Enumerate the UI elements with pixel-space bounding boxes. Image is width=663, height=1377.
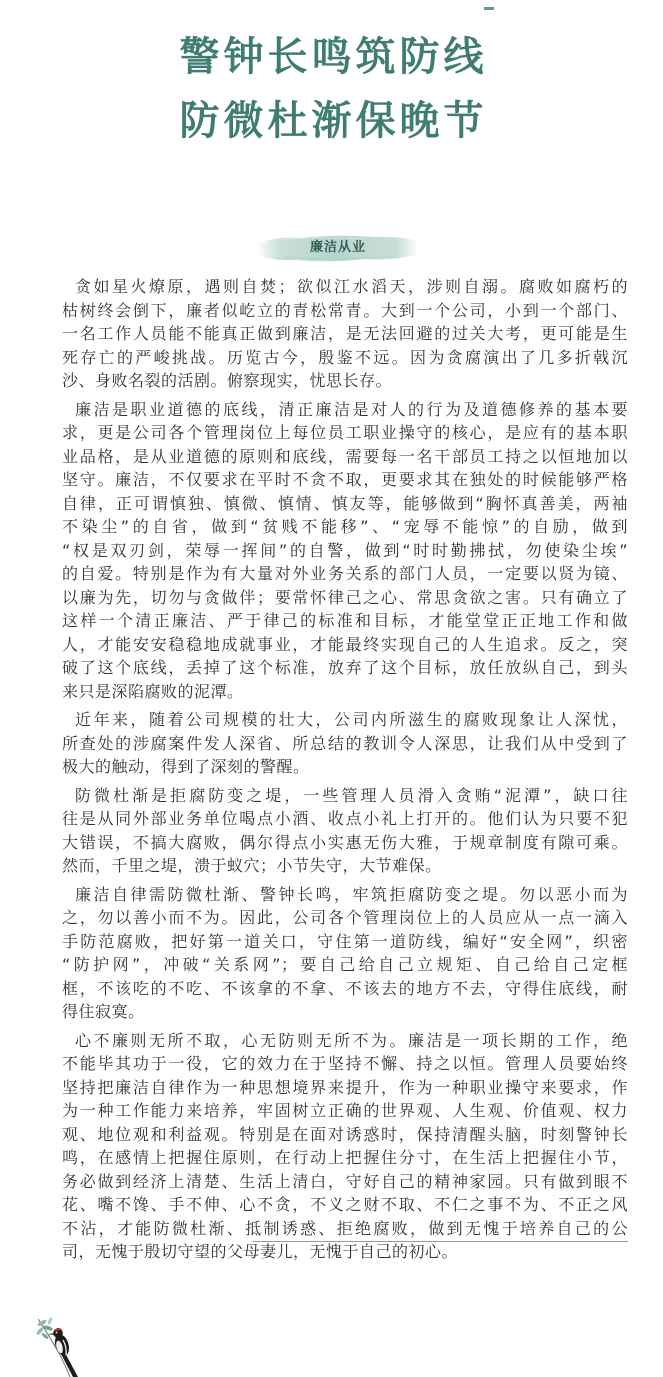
text-line: 枯树终会倒下，廉者似屹立的青松常青。大到一个公司，小到一个部门、: [62, 300, 628, 320]
text-line: 近年来，随着公司规模的壮大，公司内所滋生的腐败现象让人深忧，: [75, 710, 628, 729]
section-label: [255, 230, 421, 266]
text-line: 沙、身败名裂的活剧。俯察现实，忧思长存。: [62, 371, 393, 390]
text-line: 以廉为先，切勿与贪做伴；要常怀律己之心、常思贪欲之害。只有确立了: [62, 587, 628, 607]
text-line: “权是双刃剑，荣辱一挥间”的自警，做到“时时勤拂拭，勿使染尘埃”: [62, 540, 628, 560]
text-line: 的自爱。特别是作为有大量对外业务关系的部门人员，一定要以贤为镜、: [62, 564, 628, 583]
paragraph: [62, 1029, 628, 1264]
text-line: 观、地位观和利益观。特别是在面对诱惑时，保持清醒头脑，时刻警钟长: [62, 1124, 628, 1144]
text-line: 防微杜渐是拒腐防变之堤，一些管理人员滑入贪贿“泥潭”，缺口往: [75, 785, 628, 805]
paragraph: [62, 275, 628, 393]
text-line: 人，才能安安稳稳地成就事业，才能最终实现自己的人生追求。反之，突: [62, 634, 628, 654]
text-line: 这样一个清正廉洁、严于律己的标准和目标，才能堂堂正正地工作和做: [62, 611, 628, 630]
text-line: 极大的触动，得到了深刻的警醒。: [62, 757, 310, 776]
text-line: 大错误，不搞大腐败，偶尔得点小实惠无伤大雅，于规章制度有隙可乘。: [62, 832, 628, 852]
paragraph: [62, 784, 628, 878]
title-line-2: 防微杜渐保晚节: [179, 98, 488, 144]
text-line: 自律，正可谓慎独、慎微、慎情、慎友等，能够做到“胸怀真善美，两袖: [62, 493, 628, 513]
text-line: 坚持把廉洁自律作为一种思想境界来提升，作为一种职业操守来要求，作: [62, 1077, 628, 1097]
text-line: 为一种工作能力来培养，牢固树立正确的世界观、人生观、价值观、权力: [62, 1101, 628, 1120]
bird-on-branch-icon: [30, 1307, 94, 1377]
article-body: [62, 275, 628, 1264]
text-line: 破了这个底线，丢掉了这个标准，放弃了这个目标，放任放纵自己，到头: [62, 658, 628, 677]
text-line: 心不廉则无所不取，心无防则无所不为。廉洁是一项长期的工作，绝: [75, 1030, 628, 1050]
text-line: 死存亡的严峻挑战。历览古今，殷鉴不远。因为贪腐演出了几多折戟沉: [62, 347, 628, 367]
text-line: 花、嘴不馋、手不伸、心不贪，不义之财不取、不仁之事不为、不正之风: [62, 1195, 628, 1214]
text-line: 得住寂寞。: [62, 1002, 145, 1021]
title-line-1: 警钟长鸣筑防线: [179, 34, 488, 80]
text-line: “防护网”，冲破“关系网”；要自己给自己立规矩、自己给自己定框: [62, 955, 628, 974]
text-line: 业品格，是从业道德的原则和底线，需要每一名干部员工持之以恒地加以: [62, 446, 628, 466]
underline-divider: [253, 1241, 628, 1242]
text-line: 不沾，才能防微杜渐、抵制诱惑、拒绝腐败，做到无愧于培养自己的公: [62, 1218, 628, 1238]
text-line: 然而，千里之堤，溃于蚁穴；小节失守，大节难保。: [62, 856, 442, 875]
text-line: 往是从同外部业务单位喝点小酒、收点小礼上打开的。他们认为只要不犯: [62, 809, 628, 828]
text-line: 一名工作人员能不能真正做到廉洁，是无法回避的过关大考，更可能是生: [62, 324, 628, 343]
text-line: 之，勿以善小而不为。因此，公司各个管理岗位上的人员应从一点一滴入: [62, 908, 628, 927]
paragraph: [62, 883, 628, 1024]
text-line: 不染尘”的自省，做到“贫贱不能移”、“宠辱不能惊”的自励，做到: [62, 517, 628, 536]
top-accent-mark: [484, 7, 494, 10]
text-line: 求，更是公司各个管理岗位上每位员工职业操守的核心，是应有的基本职: [62, 423, 628, 442]
text-line: 框，不该吃的不吃、不该拿的不拿、不该去的地方不去，守得住底线，耐: [62, 978, 628, 998]
paragraph: [62, 708, 628, 779]
text-line: 坚守。廉洁，不仅要求在平时不贪不取，更要求其在独处的时候能够严格: [62, 470, 628, 489]
section-label-text: 廉洁从业: [309, 240, 366, 255]
text-line: 不能毕其功于一役，它的效力在于坚持不懈、持之以恒。管理人员要始终: [62, 1054, 628, 1073]
text-line: 手防范腐败，把好第一道关口，守住第一道防线，编好“安全网”，织密: [62, 931, 628, 951]
text-line: 司，无愧于殷切守望的父母妻儿，无愧于自己的初心。: [62, 1242, 459, 1261]
text-line: 务必做到经济上清楚、生活上清白，守好自己的精神家园。只有做到眼不: [62, 1171, 628, 1191]
text-line: 廉洁是职业道德的底线，清正廉洁是对人的行为及道德修养的基本要: [75, 399, 628, 419]
text-line: 廉洁自律需防微杜渐、警钟长鸣，牢筑拒腐防变之堤。勿以恶小而为: [75, 884, 628, 904]
text-line: 所查处的涉腐案件发人深省、所总结的教训令人深思，让我们从中受到了: [62, 733, 628, 753]
text-line: 贪如星火燎原，遇则自焚；欲似江水滔天，涉则自溺。腐败如腐朽的: [75, 277, 628, 296]
page-title: [0, 25, 663, 153]
paragraph: [62, 398, 628, 704]
text-line: 来只是深陷腐败的泥潭。: [62, 681, 244, 701]
text-line: 鸣，在感情上把握住原则，在行动上把握住分寸，在生活上把握住小节，: [62, 1148, 628, 1167]
